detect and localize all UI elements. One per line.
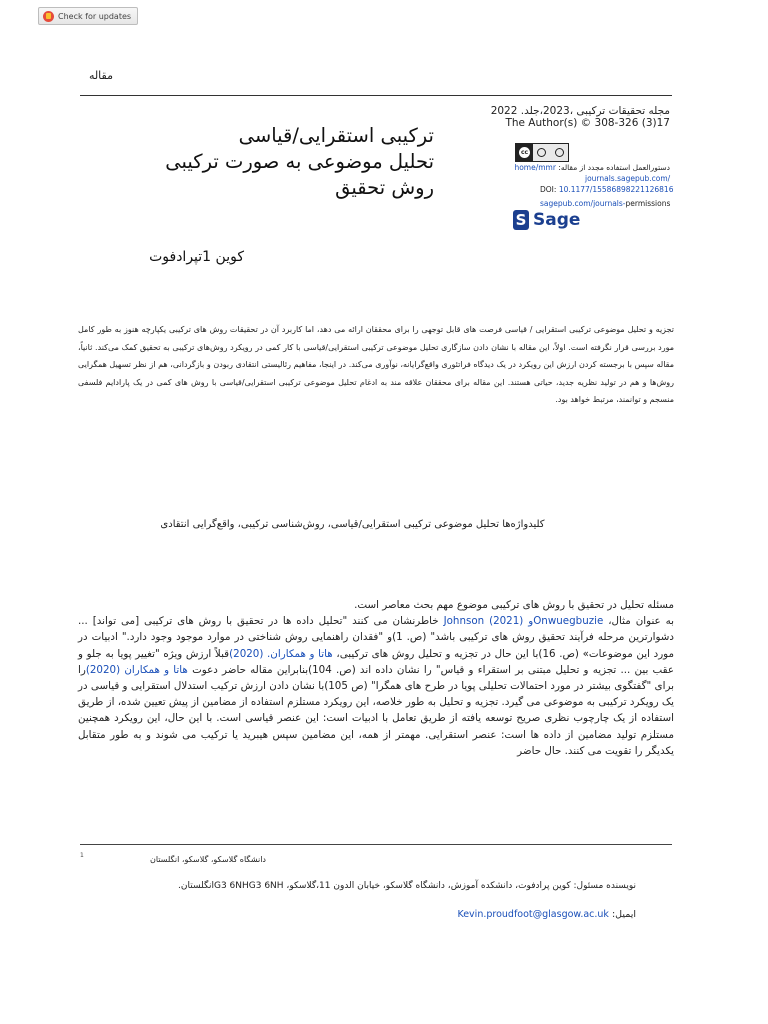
affiliation: دانشگاه گلاسکو، گلاسکو، انگلستان bbox=[149, 855, 266, 864]
cc-icon: cc bbox=[520, 149, 529, 156]
check-for-updates-button[interactable] bbox=[38, 7, 138, 25]
email-link[interactable]: Kevin.proudfoot@glasgow.ac.uk bbox=[457, 909, 609, 920]
journal-citation: مجله تحقیقات ترکیبی ،2023،جلد. 2022 bbox=[490, 105, 670, 117]
body-paragraph-1: مسئله تحلیل در تحقیق با روش های ترکیبی موضوع مهم بحث معاصر است. bbox=[354, 599, 674, 611]
doi-label: DOI: bbox=[540, 185, 557, 194]
update-badge-icon bbox=[43, 11, 54, 22]
footnote-divider bbox=[80, 844, 672, 845]
corresponding-author: نویسنده مسئول: کوین پرادفوت، دانشکده آموزش، دانشگاه گلاسکو، خیابان الدون 11،گلاسکو، G3 6NHG3 6NHانگلستان. bbox=[178, 881, 636, 891]
check-for-updates-label: Check for updates bbox=[58, 11, 132, 21]
abstract-text: تجزیه و تحلیل موضوعی ترکیبی استقرایی / قیاسی فرصت های قابل توجهی را برای محققان ارائه می دهد، اما کاربرد آن در تحقیقات روش های ترکیبی یکپارچه هنوز به طور کامل مورد بررسی قرار نگرفته است. اولاً، این مقاله با نشان دادن سازگاری تحلیل موضوعی ترکیبی استقرایی/قیاسی با کار کمی در رویکرد روش‌های ترکیبی به تحقیق کمک می‌کند. ثانیاً، مقاله سپس با برجسته کردن ارزش این رویکرد در یک دیدگاه فراتئوری واقع‌گرایانه، نوآوری می‌کند. در اینجا، مفاهیم رئالیستی انتقادی ربودن و بازگردانی، هم از نظر تسهیل همگرایی روش‌ها و هم در تولید نظریه جدید، حیاتی هستند. این مقاله برای محققان علاقه مند به ادغام تحلیل موضوعی ترکیبی استقرایی/قیاسی با روش های کمی در یک پارادایم فلسفی منسجم و توانمند، مرتبط خواهد بود. bbox=[78, 325, 674, 404]
citation-link-1[interactable]: Onwuegbuzieو Johnson (2021) bbox=[443, 615, 604, 628]
header-divider bbox=[80, 95, 672, 96]
journals-link[interactable]: journals.sagepub.com/ bbox=[585, 174, 671, 183]
doi-link[interactable]: 10.1177/15586898221126816 bbox=[558, 185, 674, 194]
title-line-2: تحلیل موضوعی به صورت ترکیبی bbox=[165, 150, 434, 173]
title-line-1: ترکیبی استقرایی/قیاسی bbox=[238, 124, 434, 147]
nc-icon bbox=[555, 148, 564, 157]
permissions-line bbox=[540, 199, 675, 209]
email-line bbox=[400, 909, 636, 920]
doi-line bbox=[540, 185, 675, 195]
reuse-guidelines bbox=[400, 163, 670, 173]
by-icon bbox=[537, 148, 546, 157]
body-text bbox=[78, 597, 674, 759]
body-text-c: قبلاً ارزش ویژه "تغییر پویا به جلو و عقب بین ... تجزیه و تحلیل مبتنی بر استقراء و قیاس" را نشان داده اند (ص. 104)بنابراین مقاله حاضر دعوت bbox=[78, 647, 674, 676]
article-title bbox=[104, 123, 434, 201]
citation-link-3[interactable]: هاتا و همکاران (2020) bbox=[85, 663, 188, 676]
reuse-label: دستورالعمل استفاده مجدد از مقاله: bbox=[558, 163, 670, 172]
sage-logo bbox=[513, 210, 580, 230]
email-label: ایمیل: bbox=[608, 909, 636, 920]
sage-s-icon: S bbox=[513, 210, 529, 230]
body-text-b: خاطرنشان می کنند "تحلیل داده ها در تحقیق با روش های ترکیبی [می تواند] ... دشوارترین مرحله فرآیند تحقیق روش های ترکیبی باشد" (ص. 1)و "فقدان راهنمایی روش شناختی در موارد موجود وجود دارد." ادبیات در مورد این موضوعات» (ص. 16)با این حال در تجزیه و تحلیل روش های ترکیبی، bbox=[78, 615, 675, 660]
sage-wordmark: Sage bbox=[533, 210, 581, 230]
body-paragraph-2 bbox=[78, 613, 674, 759]
footnote-mark: 1 bbox=[80, 852, 84, 859]
permissions-link[interactable]: sagepub.com/journals- bbox=[540, 199, 626, 208]
citation-link-2[interactable]: هاتا و همکاران. (2020) bbox=[229, 647, 333, 660]
reuse-link-line bbox=[585, 174, 675, 184]
article-type-label: مقاله bbox=[88, 69, 113, 82]
reuse-link[interactable]: home/mmr bbox=[514, 163, 556, 172]
title-line-3: روش تحقیق bbox=[335, 176, 434, 199]
keywords: کلیدواژه‌ها تحلیل موضوعی ترکیبی استقرایی/قیاسی، روش‌شناسی ترکیبی، واقع‌گرایی انتقادی bbox=[160, 519, 545, 530]
body-text-a: به عنوان مثال، bbox=[603, 615, 674, 628]
author-name: کوین 1تپرادفوت bbox=[149, 249, 244, 265]
journal-volume-copyright: 17(3) 308-326 © The Author(s) bbox=[505, 117, 670, 129]
body-text-d: را برای "گفتگوی بیشتر در مورد احتمالات تحلیلی پویا در طرح های همگرا" (ص 105)با نشان دادن ارزش ترکیب استدلال استقرایی و قیاسی در یک رویکرد ترکیبی به موضوعی می گیرد. تجزیه و تحلیل به طور خلاصه، این رویکرد مستلزم استفاده از مضامین از پیش تعیین شده، از طریق استفاده از یک چارچوب نظری صریح توسعه یافته از طریق تعامل با ادبیات است: این عنصر قیاسی است. با این حال، این رویکرد همچنین مستلزم تولید مضامین از داده ها است: عنصر استقرایی. مهمتر از همه، این مضامین سپس هیبرید یا ترکیب می شوند و به طور متقابل یکدیگر را تقویت می کنند. حال حاضر bbox=[78, 663, 674, 757]
creative-commons-license-icon[interactable] bbox=[515, 143, 569, 162]
permissions-text: permissions bbox=[625, 199, 671, 208]
